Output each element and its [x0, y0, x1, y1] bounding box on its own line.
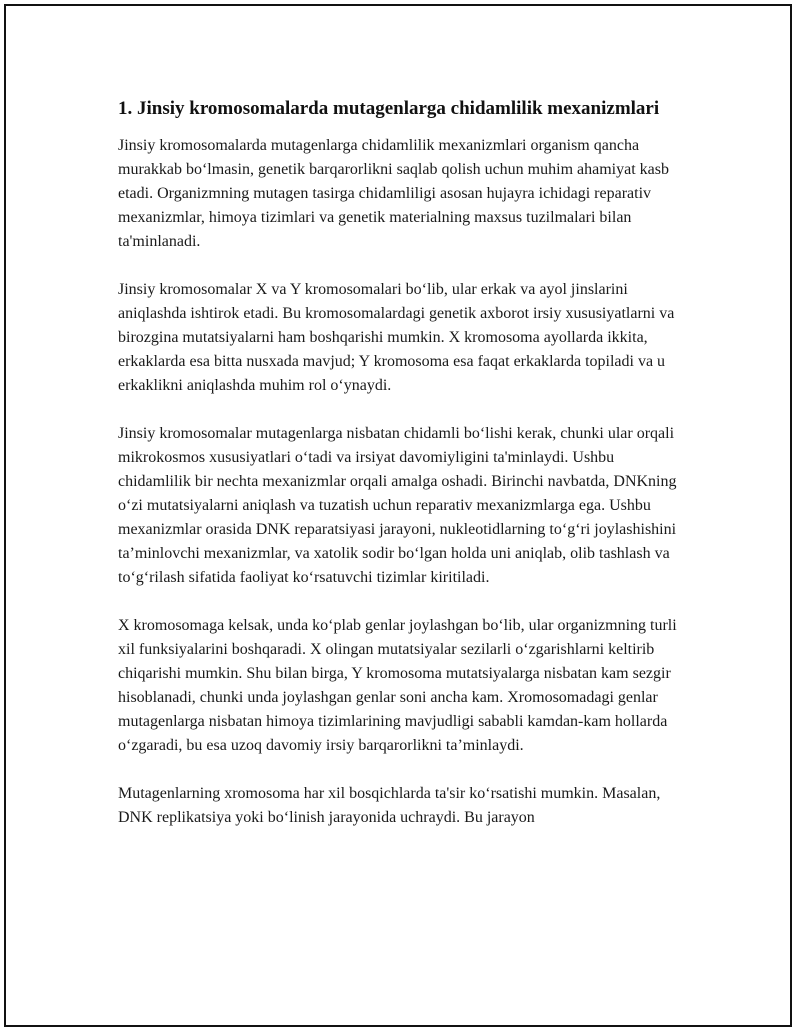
section-heading: 1. Jinsiy kromosomalarda mutagenlarga chidamlilik mexanizmlari [118, 98, 660, 119]
paragraph-3: Jinsiy kromosomalar mutagenlarga nisbatan chidamli boʻlishi kerak, chunki ular orqali mikrokosmos xususiyatlari oʻtadi va irsiyat davomiyligini ta'minlaydi. Ushbu chidamlilik bir nechta mexanizmlar orqali amalga oshadi. Birinchi navbatda, DNKning oʻzi mutatsiyalarni aniqlash va tuzatish uchun reparativ mexanizmlarga ega. Ushbu mexanizmlar orasida DNK reparatsiyasi jarayoni, nukleotidlarning toʻgʻri joylashishini taʼminlovchi mexanizmlar, va xatolik sodir boʻlgan holda uni aniqlab, olib tashlash va toʻgʻrilash sifatida faoliyat koʻrsatuvchi tizimlar kiritiladi. [118, 425, 677, 586]
document-body [118, 96, 688, 854]
paragraph-1: Jinsiy kromosomalarda mutagenlarga chidamlilik mexanizmlari organism qancha murakkab boʻlmasin, genetik barqarorlikni saqlab qolish uchun muhim ahamiyat kasb etadi. Organizmning mutagen tasirga chidamliligi asosan hujayra ichidagi reparativ mexanizmlar, himoya tizimlari va genetik materialning maxsus tuzilmalari bilan ta'minlanadi. [118, 137, 669, 250]
paragraph-5: Mutagenlarning xromosoma har xil bosqichlarda ta'sir koʻrsatishi mumkin. Masalan, DNK replikatsiya yoki boʻlinish jarayonida uchraydi. Bu jarayon [118, 785, 661, 826]
paragraph-2: Jinsiy kromosomalar X va Y kromosomalari boʻlib, ular erkak va ayol jinslarini aniqlashda ishtirok etadi. Bu kromosomalardagi genetik axborot irsiy xususiyatlarni va birozgina mutatsiyalarni ham boshqarishi mumkin. X kromosoma ayollarda ikkita, erkaklarda esa bitta nusxada mavjud; Y kromosoma esa faqat erkaklarda topiladi va u erkaklikni aniqlashda muhim rol oʻynaydi. [118, 281, 675, 394]
paragraph-4: X kromosomaga kelsak, unda koʻplab genlar joylashgan boʻlib, ular organizmning turli xil funksiyalarini boshqaradi. X olingan mutatsiyalar sezilarli oʻzgarishlarni keltirib chiqarishi mumkin. Shu bilan birga, Y kromosoma mutatsiyalarga nisbatan kam sezgir hisoblanadi, chunki unda joylashgan genlar soni ancha kam. Xromosomadagi genlar mutagenlarga nisbatan himoya tizimlarining mavjudligi sababli kamdan-kam hollarda oʻzgaradi, bu esa uzoq davomiy irsiy barqarorlikni taʼminlaydi. [118, 617, 677, 754]
